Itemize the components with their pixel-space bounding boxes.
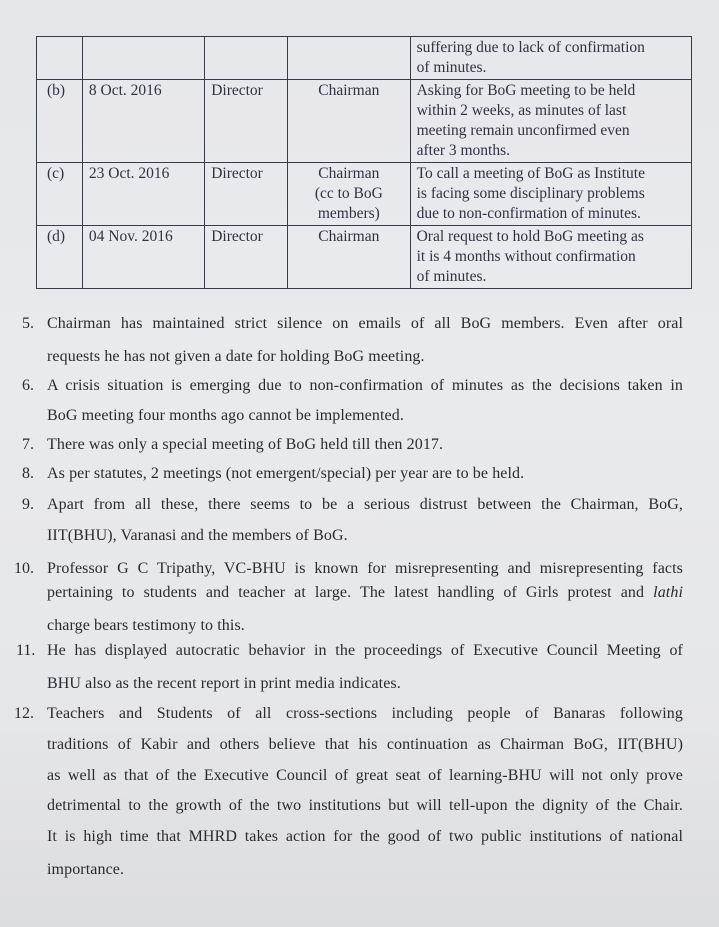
point-number: 11. [16,642,36,659]
point-number: 12. [14,705,34,722]
from-cell: Director [205,226,288,289]
point-line: charge bears testimony to this. [47,617,245,634]
point-line: There was only a special meeting of BoG held till then 2017. [47,436,444,453]
point-line: pertaining to students and teacher at large. The latest handling of Girls protest and lathi [47,584,683,601]
from-cell: Director [205,80,288,163]
point-line: As per statutes, 2 meetings (not emergent/special) per year are to be held. [47,465,525,482]
point-number: 10. [14,560,34,577]
table-row [37,80,692,163]
point-number: 9. [22,496,34,513]
point-line: Professor G C Tripathy, VC-BHU is known for misrepresenting and misrepresenting facts [47,560,683,577]
subject-line: meeting remain unconfirmed even [416,122,630,139]
from-cell: Director [205,163,288,226]
to-cell [288,37,411,80]
point-line: Apart from all these, there seems to be a serious distrust between the Chairman, BoG, [47,496,683,513]
subject-line: it is 4 months without confirmation [416,248,636,265]
subject-line: due to non-confirmation of minutes. [416,205,641,222]
subject-line: within 2 weeks, as minutes of last [416,102,627,119]
point-line: traditions of Kabir and others believe that his continuation as Chairman BoG, IIT(BHU) [47,736,683,753]
point-line: He has displayed autocratic behavior in the proceedings of Executive Council Meeting of [47,642,683,659]
table-row [37,37,692,80]
subject-line: Asking for BoG meeting to be held [416,82,636,99]
point-line: IIT(BHU), Varanasi and the members of BoG. [47,527,348,544]
from-cell [205,37,288,80]
point-line: It is high time that MHRD takes action for the good of two public institutions of national [47,828,683,845]
row-label-cell: (c) [37,163,83,226]
point-line: requests he has not given a date for holding BoG meeting. [47,348,425,365]
to-line: Chairman [318,228,380,245]
subject-cell [410,80,691,163]
point-line: detrimental to the growth of the two institutions but will tell-upon the dignity of the Chair. [47,797,683,814]
to-cell [288,226,411,289]
to-cell [288,80,411,163]
to-line: members) [317,205,380,222]
to-line: Chairman [318,82,380,99]
subject-cell [410,163,691,226]
table-row [37,163,692,226]
point-line: importance. [47,861,125,878]
point-number: 5. [22,315,34,332]
row-label-cell [37,37,83,80]
subject-line: suffering due to lack of confirmation [416,39,645,56]
point-number: 6. [22,377,34,394]
point-line: Teachers and Students of all cross-sections including people of Banaras following [47,705,683,722]
subject-cell [410,226,691,289]
subject-line: of minutes. [416,268,487,285]
subject-cell [410,37,691,80]
subject-line: after 3 months. [416,142,511,159]
row-label-cell: (d) [37,226,83,289]
subject-line: Oral request to hold BoG meeting as [416,228,644,245]
date-cell: 23 Oct. 2016 [82,163,204,226]
to-cell [288,163,411,226]
point-line: as well as that of the Executive Council of great seat of learning-BHU will not only prove [47,767,683,784]
point-number: 7. [22,436,34,453]
subject-line: is facing some disciplinary problems [416,185,645,202]
correspondence-table [36,36,692,289]
date-cell [82,37,204,80]
date-cell: 04 Nov. 2016 [82,226,204,289]
lathi-word: lathi [653,584,683,601]
to-line: (cc to BoG [314,185,383,202]
subject-line: of minutes. [416,59,487,76]
point-number: 8. [22,465,34,482]
subject-line: To call a meeting of BoG as Institute [416,165,645,182]
point-line: A crisis situation is emerging due to non-confirmation of minutes as the decisions taken in [47,377,683,394]
point-line: BoG meeting four months ago cannot be implemented. [47,407,404,424]
row-label-cell: (b) [37,80,83,163]
table-row [37,226,692,289]
to-line: Chairman [318,165,380,182]
point-line: BHU also as the recent report in print media indicates. [47,675,401,692]
date-cell: 8 Oct. 2016 [82,80,204,163]
point-line: Chairman has maintained strict silence on emails of all BoG members. Even after oral [47,315,683,332]
